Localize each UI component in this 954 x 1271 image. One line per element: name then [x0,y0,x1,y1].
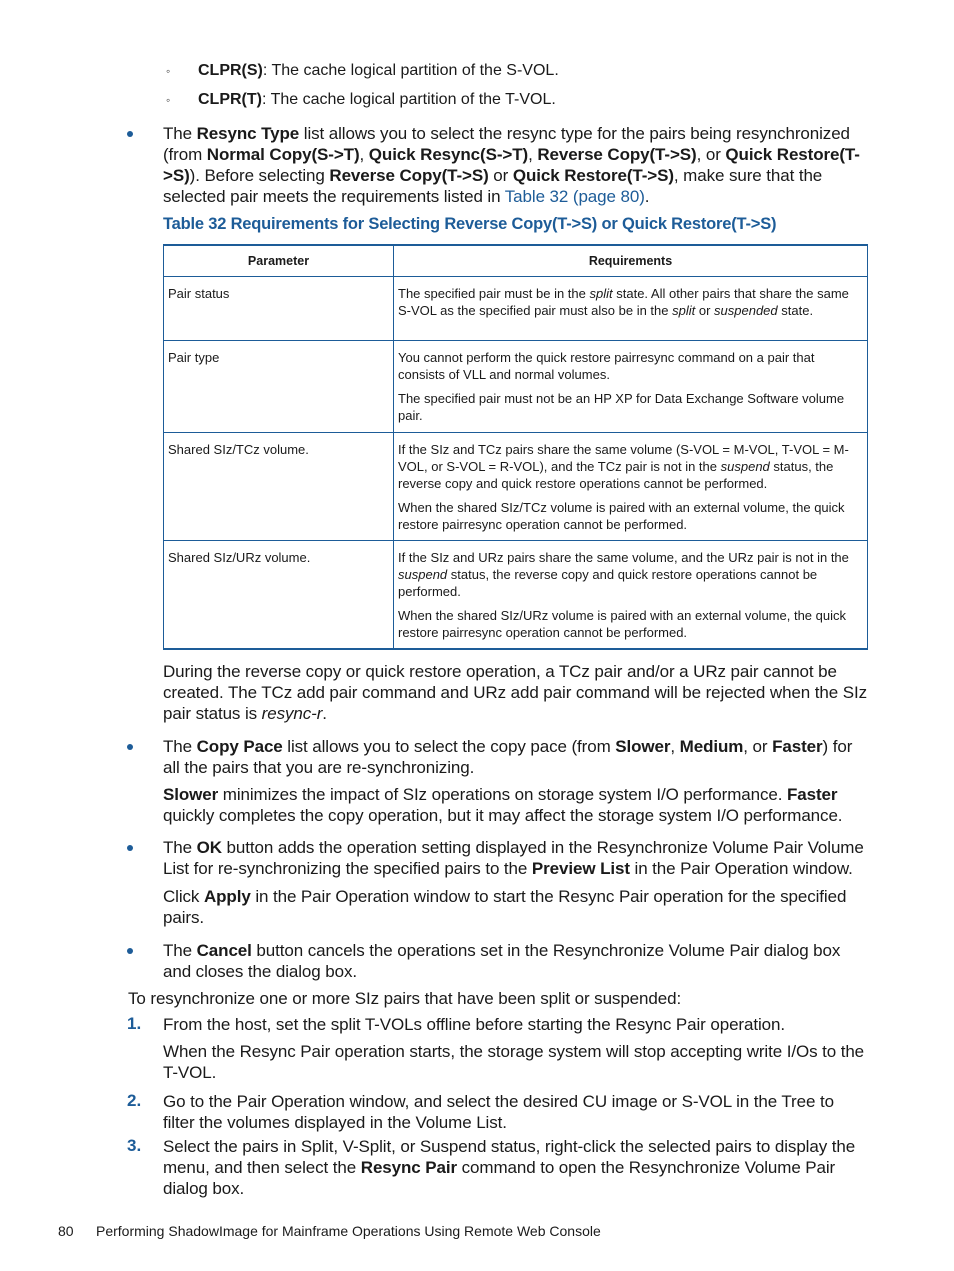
step-number: 2. [127,1091,142,1110]
sub-bullet-item [166,90,556,110]
step-1-detail: When the Resync Pair operation starts, the storage system will stop accepting write I/Os to the T-VOL. [163,1042,865,1082]
procedure-intro: To resynchronize one or more SIz pairs that have been split or suspended: [128,989,682,1008]
copy-pace-paragraph: The Copy Pace list allows you to select the copy pace (from Slower, Medium, or Faster) for all the pairs that you are re-synchronizing. [163,737,853,777]
requirements-cell: You cannot perform the quick restore pairresync command on a pair that consists of VLL and normal volumes. The specified pair must not be an HP XP for Data Exchange Software volume pair. [394,341,868,433]
bullet-icon [127,845,133,851]
copy-pace-detail-paragraph: Slower minimizes the impact of SIz operations on storage system I/O performance. Faster quickly completes the copy operation, but it may affect the storage system I/O performance. [163,785,843,825]
column-header-parameter: Parameter [164,245,394,277]
table-header-row [164,245,868,277]
step-number: 1. [127,1014,142,1033]
bullet-icon [127,131,133,137]
page-number: 80 [58,1223,74,1239]
term-description: : The cache logical partition of the T-VOL. [261,91,556,108]
column-header-requirements: Requirements [394,245,868,277]
requirements-cell: If the SIz and URz pairs share the same volume, and the URz pair is not in the suspend status, the reverse copy and quick restore operations cannot be performed. When the shared SIz/URz volume is paired with an external volume, the quick restore pairresync operation cannot be performed. [394,541,868,649]
footer-title: Performing ShadowImage for Mainframe Operations Using Remote Web Console [96,1223,601,1239]
requirements-table [163,244,868,650]
step-3-text: Select the pairs in Split, V-Split, or Suspend status, right-click the selected pairs to display the menu, and then select the Resync Pair command to open the Resynchronize Volume Pair dialog box. [163,1137,856,1198]
term-clpr-s: CLPR(S) [198,62,263,79]
term-description: : The cache logical partition of the S-VOL. [262,62,559,79]
bullet-icon [127,948,133,954]
circle-bullet-icon: ◦ [166,64,171,78]
step-1-text: From the host, set the split T-VOLs offline before starting the Resync Pair operation. [163,1015,785,1034]
step-2-text: Go to the Pair Operation window, and select the desired CU image or S-VOL in the Tree to filter the volumes displayed in the Volume List. [163,1092,834,1132]
requirements-cell: If the SIz and TCz pairs share the same volume (S-VOL = M-VOL, T-VOL = M-VOL, or S-VOL = R-VOL), and the TCz pair is not in the suspend status, the reverse copy and quick restore operations cannot be performed. When the shared SIz/TCz volume is paired with an external volume, the quick restore pairresync operation cannot be performed. [394,433,868,541]
table-row [164,277,868,341]
table-row [164,433,868,541]
apply-paragraph: Click Apply in the Pair Operation window to start the Resync Pair operation for the specified pairs. [163,887,847,927]
bullet-icon [127,744,133,750]
parameter-cell: Pair status [164,277,394,341]
reverse-copy-note-paragraph: During the reverse copy or quick restore operation, a TCz pair and/or a URz pair cannot be created. The TCz add pair command and URz add pair command will be rejected when the SIz pair status is resync-r. [163,662,867,723]
cancel-button-paragraph: The Cancel button cancels the operations set in the Resynchronize Volume Pair dialog box and closes the dialog box. [163,941,841,981]
table-title: Table 32 Requirements for Selecting Reverse Copy(T->S) or Quick Restore(T->S) [163,215,777,233]
resync-type-paragraph: The Resync Type list allows you to select the resync type for the pairs being resynchronized (from Normal Copy(S->T), Quick Resync(S->T), Reverse Copy(T->S), or Quick Restore(T->S)). Before selecting Reverse Copy(T->S) or Quick Restore(T->S), make sure that the selected pair meets the requirements listed in Table 32 (page 80). [163,124,860,206]
parameter-cell: Pair type [164,341,394,433]
table-32-link[interactable]: Table 32 (page 80) [504,187,645,206]
parameter-cell: Shared SIz/TCz volume. [164,433,394,541]
requirements-cell: The specified pair must be in the split state. All other pairs that share the same S-VOL as the specified pair must also be in the split or suspended state. [394,277,868,341]
table-row [164,341,868,433]
parameter-cell: Shared SIz/URz volume. [164,541,394,649]
step-number: 3. [127,1136,142,1155]
circle-bullet-icon: ◦ [166,93,171,107]
table-row [164,541,868,649]
sub-bullet-item [166,61,559,81]
ok-button-paragraph: The OK button adds the operation setting displayed in the Resynchronize Volume Pair Volume List for re-synchronizing the specified pairs to the Preview List in the Pair Operation window. [163,838,864,878]
term-clpr-t: CLPR(T) [198,91,262,108]
